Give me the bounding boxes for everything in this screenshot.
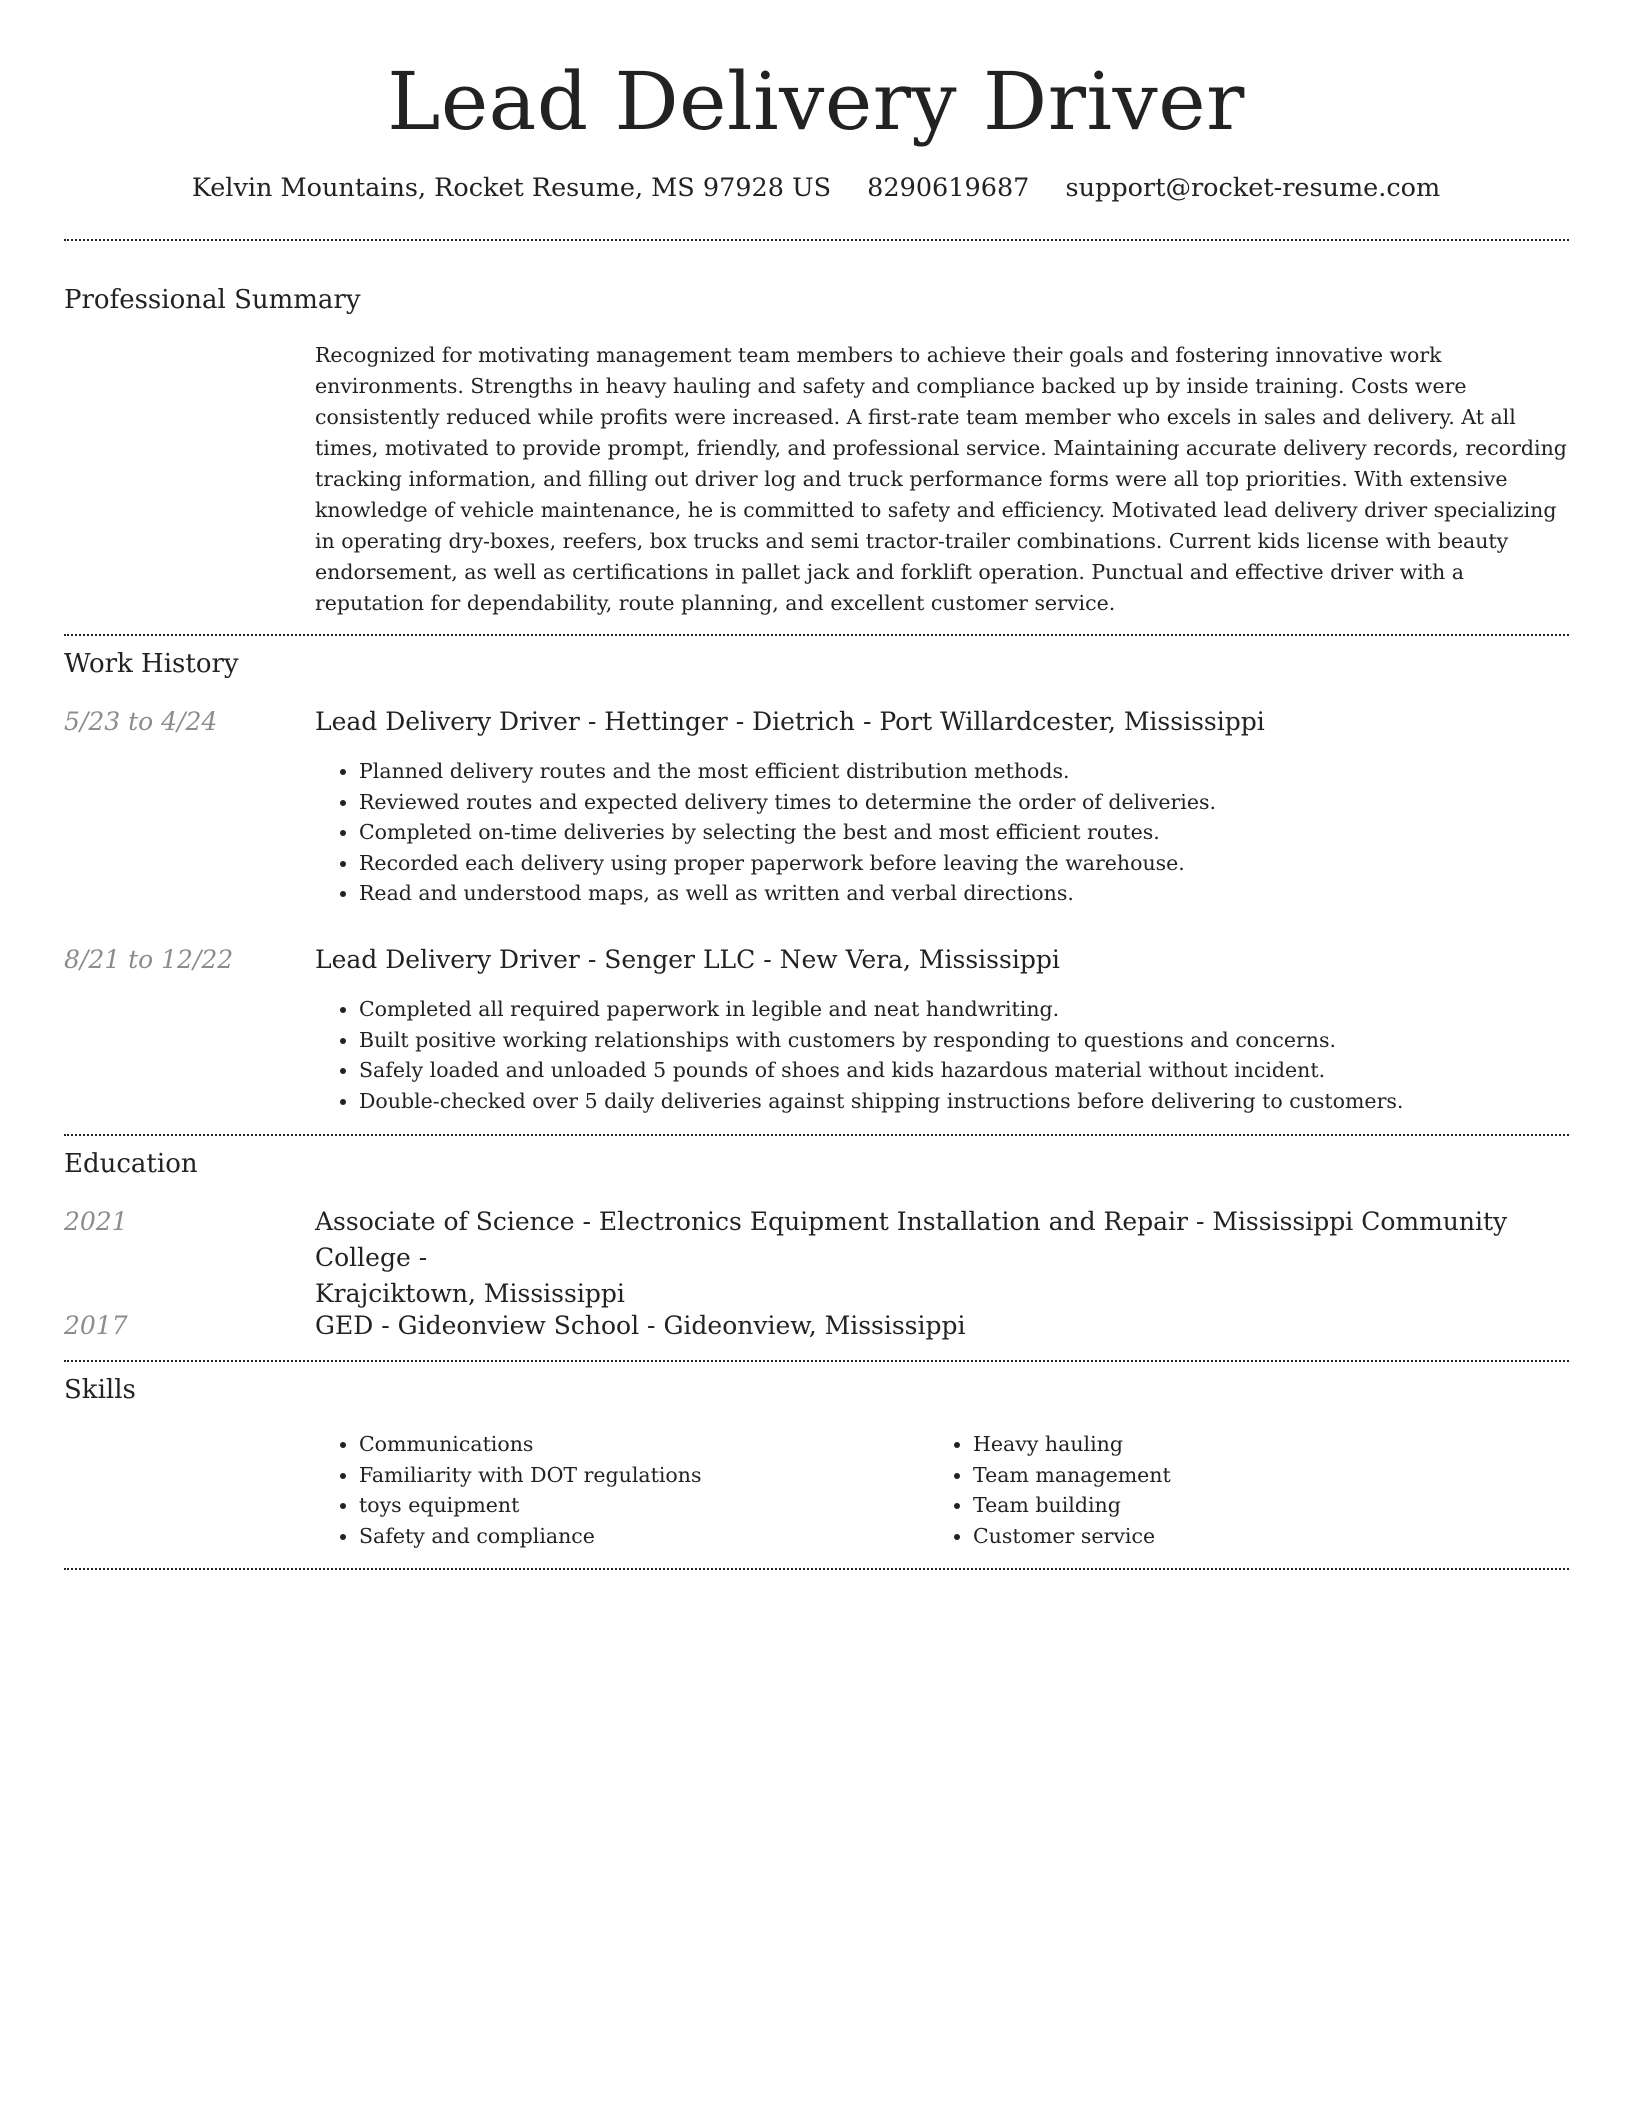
contact-email: support@rocket-resume.com xyxy=(1065,173,1441,203)
job-bullet: • Recorded each delivery using proper paperwork before leaving the warehouse. xyxy=(359,848,1615,879)
divider xyxy=(64,239,1569,241)
education-line: Krajciktown, Mississippi xyxy=(315,1279,625,1308)
skill-item: • Heavy hauling xyxy=(973,1429,1573,1460)
education-year: 2017 xyxy=(64,1311,128,1340)
job-bullet: • Read and understood maps, as well as written and verbal directions. xyxy=(359,878,1615,909)
job-bullet: • Safely loaded and unloaded 5 pounds of shoes and kids hazardous material without incident. xyxy=(359,1055,1615,1086)
section-title-education: Education xyxy=(64,1149,198,1179)
resume-name: Lead Delivery Driver xyxy=(387,55,1245,148)
skill-item: • Familiarity with DOT regulations xyxy=(359,1460,919,1491)
contact-address: Kelvin Mountains, Rocket Resume, MS 97928 US xyxy=(191,173,832,203)
skill-item: • Communications xyxy=(359,1429,919,1460)
job-bullet: • Double-checked over 5 daily deliveries against shipping instructions before delivering to customers. xyxy=(359,1086,1615,1117)
skill-item: • toys equipment xyxy=(359,1490,919,1521)
contact-phone: 8290619687 xyxy=(867,173,1030,203)
divider xyxy=(64,1568,1569,1570)
job-dates: 5/23 to 4/24 xyxy=(64,707,218,736)
divider xyxy=(64,634,1569,636)
job-bullet: • Reviewed routes and expected delivery times to determine the order of deliveries. xyxy=(359,787,1615,818)
skill-item: • Team building xyxy=(973,1490,1573,1521)
education-year: 2021 xyxy=(64,1207,128,1236)
education-heading: GED - Gideonview School - Gideonview, Mississippi xyxy=(315,1311,966,1340)
skills-list-right xyxy=(929,1429,1573,1551)
skill-item: • Team management xyxy=(973,1460,1573,1491)
job-heading: Lead Delivery Driver - Senger LLC - New Vera, Mississippi xyxy=(315,945,1060,974)
job-bullets xyxy=(315,756,1615,909)
section-title-skills: Skills xyxy=(64,1375,136,1405)
education-heading xyxy=(315,1204,1571,1312)
skill-item: • Safety and compliance xyxy=(359,1521,919,1552)
section-title-summary: Professional Summary xyxy=(64,285,361,315)
skills-list-left xyxy=(315,1429,919,1551)
job-dates: 8/21 to 12/22 xyxy=(64,945,234,974)
divider xyxy=(64,1360,1569,1362)
summary-text: Recognized for motivating management team members to achieve their goals and fostering innovative work environments. Strengths in heavy hauling and safety and compliance backed up by inside training. Costs were consistently reduced while profits were increased. A first-rate team member who excels in sales and delivery. At all times, motivated to provide prompt, friendly, and professional service. Maintaining accurate delivery records, recording tracking information, and filling out driver log and truck performance forms were all top priorities. With extensive knowledge of vehicle maintenance, he is committed to safety and efficiency. Motivated lead delivery driver specializing in operating dry-boxes, reefers, box trucks and semi tractor-trailer combinations. Current kids license with beauty endorsement, as well as certifications in pallet jack and forklift operation. Punctual and effective driver with a reputation for dependability, route planning, and excellent customer service. xyxy=(315,343,1567,615)
job-heading: Lead Delivery Driver - Hettinger - Dietrich - Port Willardcester, Mississippi xyxy=(315,707,1265,736)
job-bullet: • Completed all required paperwork in legible and neat handwriting. xyxy=(359,994,1615,1025)
job-bullets xyxy=(315,994,1615,1116)
contact-line xyxy=(0,170,1632,206)
divider xyxy=(64,1134,1569,1136)
education-line: Associate of Science - Electronics Equipment Installation and Repair - Mississippi Community College - xyxy=(315,1207,1508,1272)
skill-item: • Customer service xyxy=(973,1521,1573,1552)
job-bullet: • Completed on-time deliveries by selecting the best and most efficient routes. xyxy=(359,817,1615,848)
job-bullet: • Built positive working relationships with customers by responding to questions and concerns. xyxy=(359,1025,1615,1056)
section-title-work: Work History xyxy=(64,649,239,679)
job-bullet: • Planned delivery routes and the most efficient distribution methods. xyxy=(359,756,1615,787)
